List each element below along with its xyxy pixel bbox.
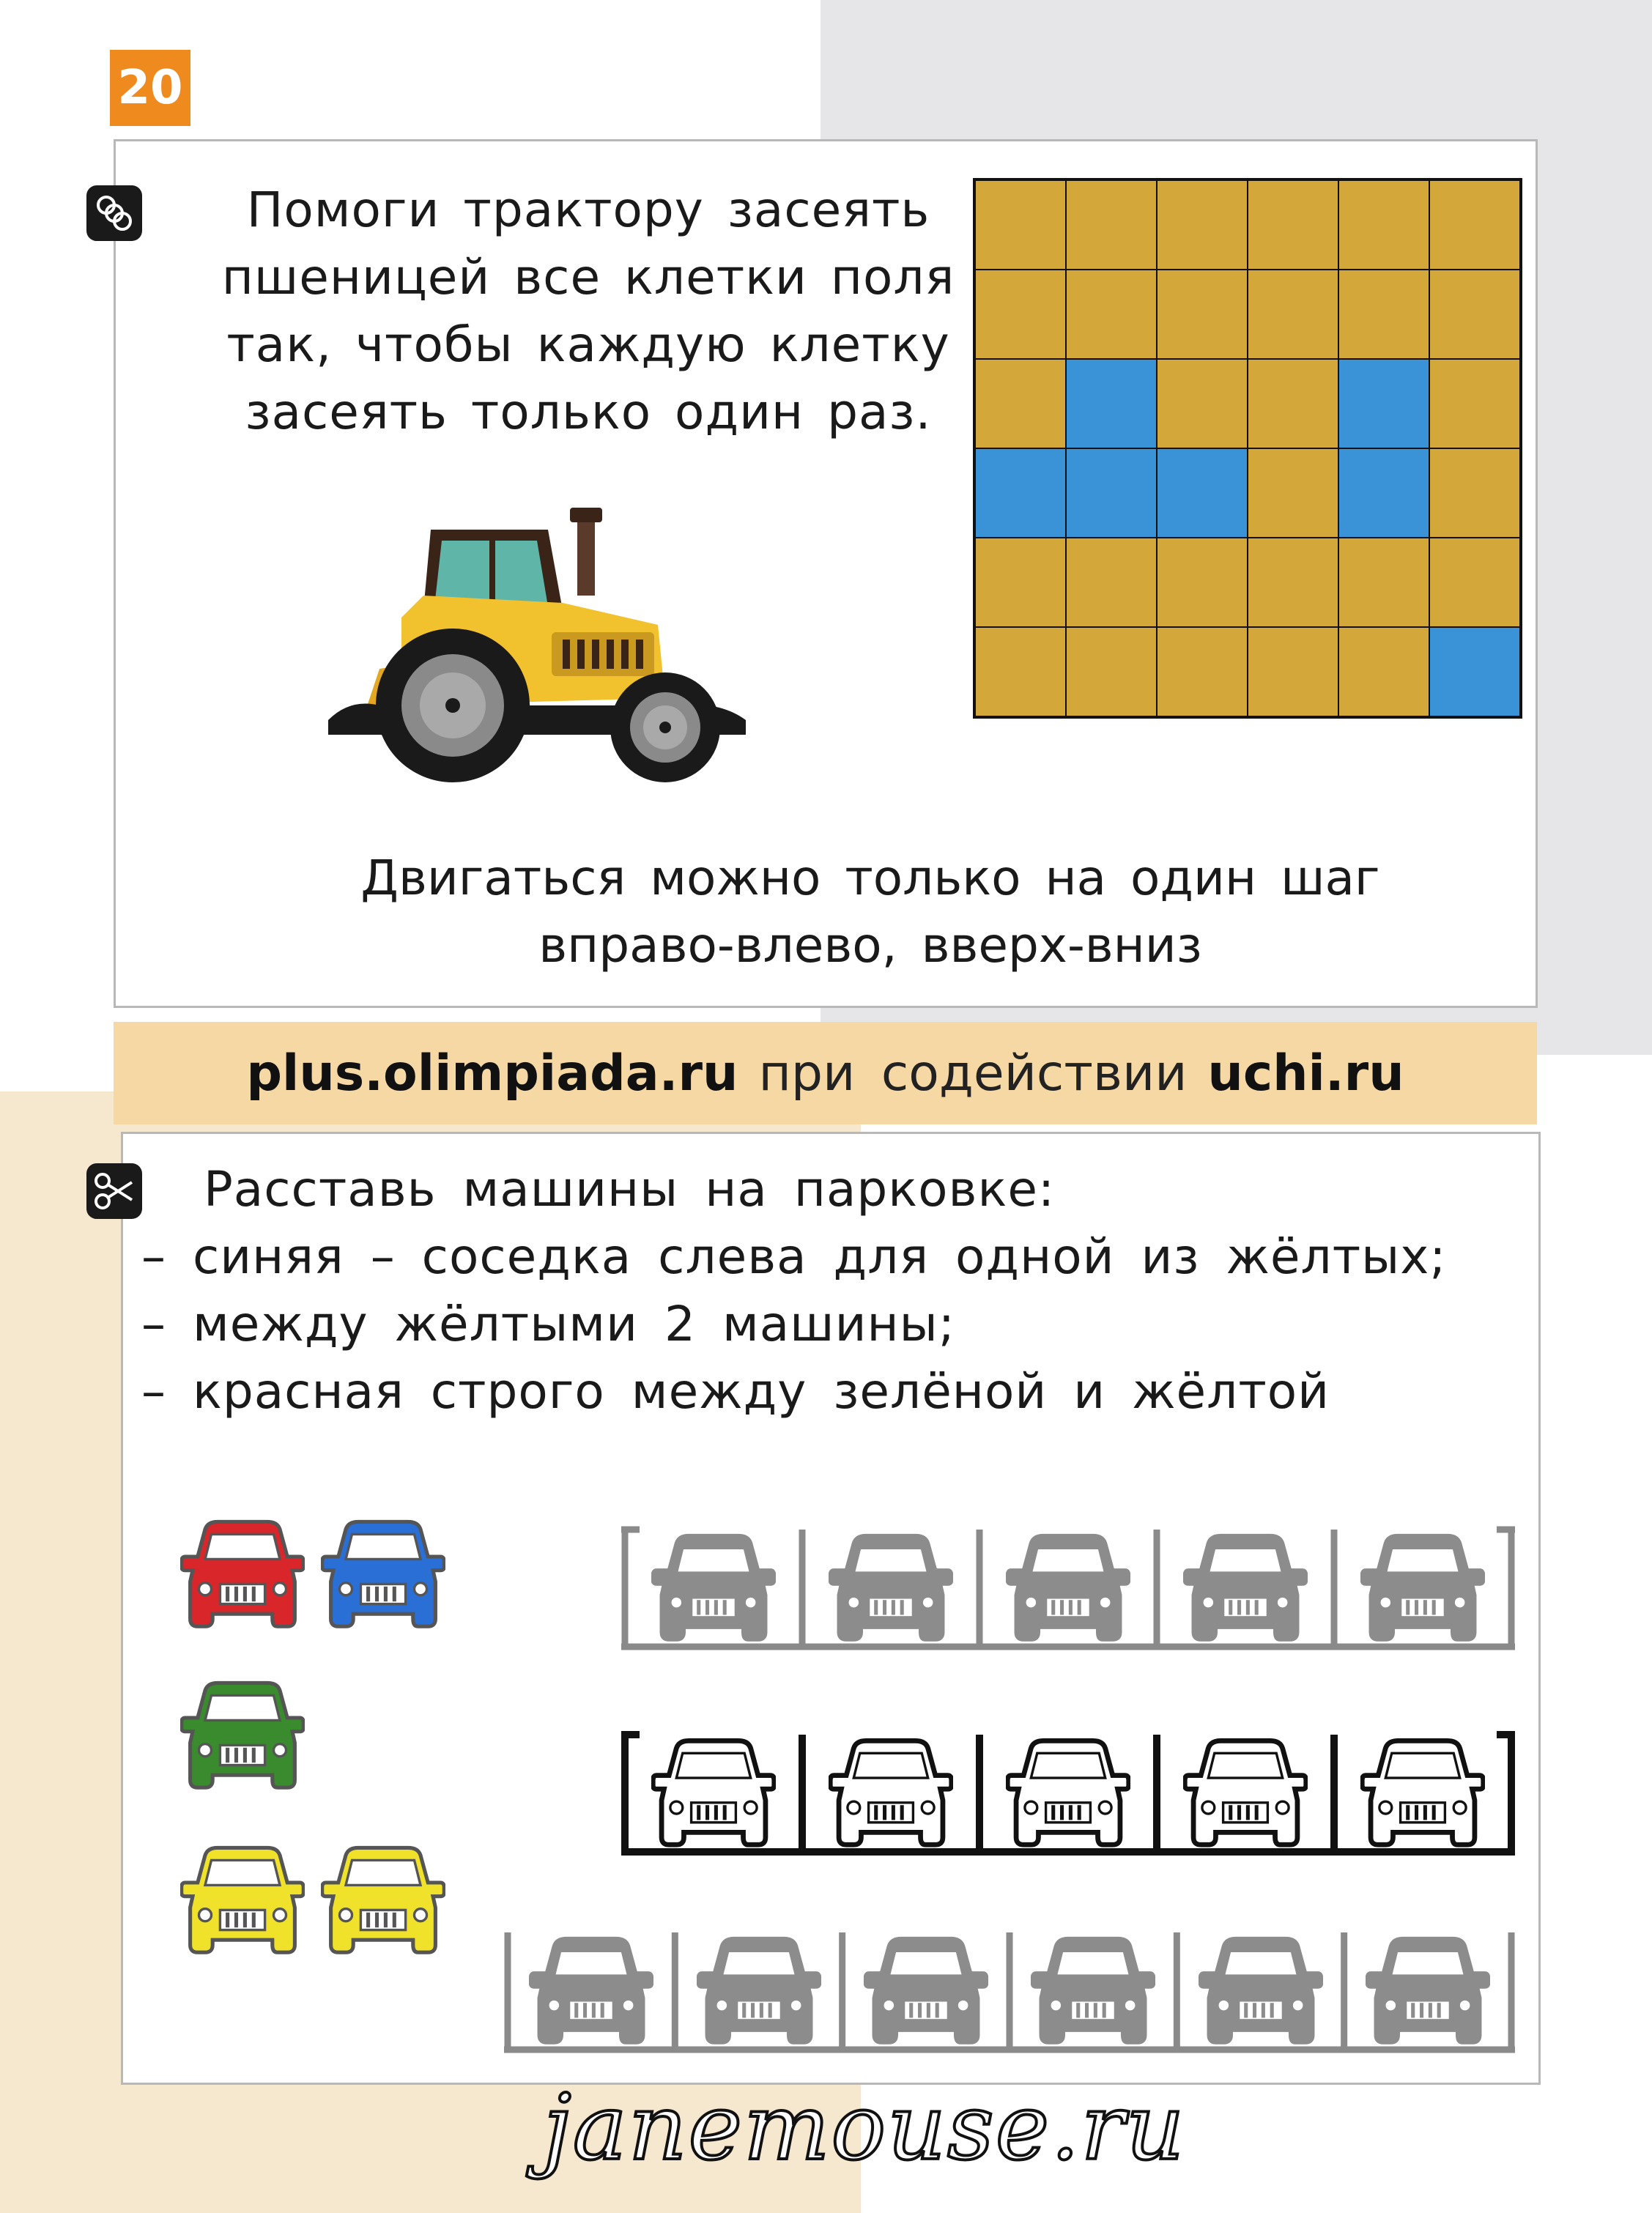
sponsor-banner [114,1022,1537,1124]
parking-spot-car [1360,1533,1485,1645]
grid-cell-field[interactable] [1066,627,1157,716]
parking-spot-empty[interactable] [829,1738,953,1850]
parking-spot-car [1006,1533,1130,1645]
task1-line: засеять только один раз. [245,384,932,440]
task1-line: так, чтобы каждую клетку [226,316,950,373]
parking-spot-car [697,1936,821,2047]
parking-task-text [141,1156,1522,1426]
grid-cell-field[interactable] [1248,270,1338,359]
parking-spot-empty[interactable] [1183,1738,1308,1850]
parking-spot-car [864,1936,988,2047]
task2-line: – синяя – соседка слева для одной из жёлтых; [141,1228,1447,1285]
movement-rule-line: вправо-влево, вверх-вниз [538,917,1202,974]
tractor-task-card [114,139,1538,1008]
tractor-image [321,493,775,786]
movement-rule [189,845,1552,979]
parking-spot-car [1199,1936,1323,2047]
task2-line: Расставь машины на парковке: [204,1161,1056,1217]
grid-cell-field[interactable] [1248,180,1338,270]
grid-cell-blocked[interactable] [1066,359,1157,448]
parking-spot-empty[interactable] [1360,1738,1485,1850]
grid-cell-field[interactable] [1429,180,1520,270]
grid-cell-field[interactable] [1248,359,1338,448]
site-plus-olimpiada: plus.olimpiada.ru [246,1044,738,1102]
chain-links-icon [86,185,142,241]
parking-spot-car [1183,1533,1308,1645]
site-uchi: uchi.ru [1207,1044,1404,1102]
watermark: janemouse.ru [543,2075,1186,2181]
parking-spot-car [829,1533,953,1645]
parking-spot-empty[interactable] [1006,1738,1130,1850]
grid-cell-field[interactable] [1248,448,1338,538]
grid-cell-blocked[interactable] [975,448,1066,538]
grid-cell-field[interactable] [975,270,1066,359]
grid-cell-field[interactable] [1157,627,1248,716]
grid-cell-field[interactable] [1429,359,1520,448]
red-car[interactable] [180,1519,305,1632]
banner-middle-text: при содействии [758,1044,1188,1102]
movement-rule-line: Двигаться можно только на один шаг [360,850,1380,906]
task1-line: пшеницей все клетки поля [221,249,955,305]
grid-cell-field[interactable] [975,180,1066,270]
grid-cell-field[interactable] [1429,448,1520,538]
grid-cell-field[interactable] [1248,538,1338,627]
parking-spot-car [529,1936,653,2047]
grid-cell-field[interactable] [1157,359,1248,448]
grid-cell-field[interactable] [1157,180,1248,270]
scissors-icon [86,1163,142,1219]
page-number: 20 [110,50,190,126]
grid-cell-blocked[interactable] [1157,448,1248,538]
parking-spot-car [1366,1936,1490,2047]
grid-cell-field[interactable] [1157,538,1248,627]
grid-cell-blocked[interactable] [1338,359,1429,448]
green-car[interactable] [180,1680,305,1793]
yellow-car-2[interactable] [321,1845,445,1958]
parking-task-card [121,1132,1541,2085]
grid-cell-field[interactable] [1338,270,1429,359]
grid-cell-field[interactable] [975,627,1066,716]
task2-line: – красная строго между зелёной и жёлтой [141,1363,1330,1420]
grid-cell-field[interactable] [1338,627,1429,716]
grid-cell-field[interactable] [1429,270,1520,359]
grid-cell-field[interactable] [1248,627,1338,716]
task2-line: – между жёлтыми 2 машины; [141,1296,955,1352]
yellow-car-1[interactable] [180,1845,305,1958]
parking-spot-car [651,1533,776,1645]
grid-cell-field[interactable] [975,359,1066,448]
grid-cell-field[interactable] [1066,538,1157,627]
blue-car[interactable] [321,1519,445,1632]
grid-cell-field[interactable] [1066,180,1157,270]
grid-cell-field[interactable] [1429,538,1520,627]
grid-cell-blocked[interactable] [1429,627,1520,716]
grid-cell-field[interactable] [975,538,1066,627]
grid-cell-field[interactable] [1066,270,1157,359]
tractor-task-text [174,177,1002,446]
grid-cell-field[interactable] [1338,538,1429,627]
grid-cell-blocked[interactable] [1338,448,1429,538]
grid-cell-blocked[interactable] [1066,448,1157,538]
grid-cell-field[interactable] [1157,270,1248,359]
grid-cell-field[interactable] [1338,180,1429,270]
parking-spot-empty[interactable] [651,1738,776,1850]
field-grid [973,178,1522,719]
parking-spot-car [1031,1936,1155,2047]
task1-line: Помоги трактору засеять [246,182,930,238]
